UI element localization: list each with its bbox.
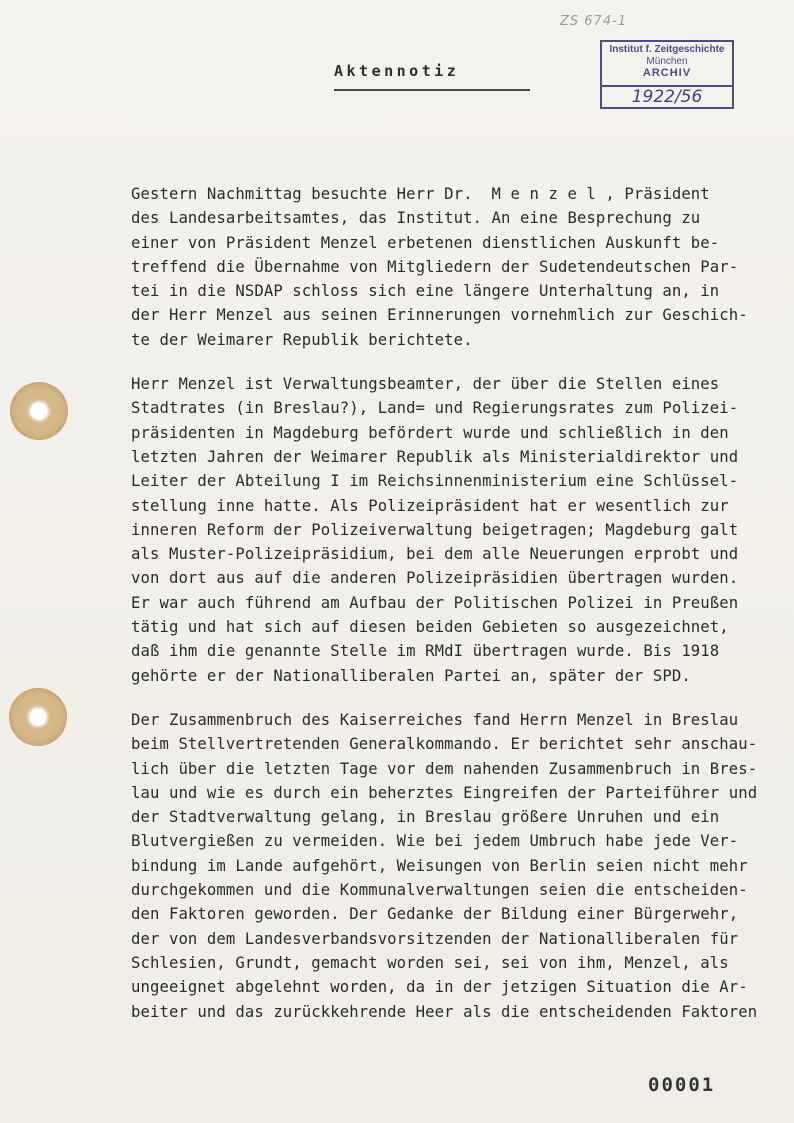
text-line: Er war auch führend am Aufbau der Politischen Polizei in Preußen bbox=[131, 593, 739, 612]
text-line: treffend die Übernahme von Mitgliedern der Sudetendeutschen Par- bbox=[131, 257, 739, 276]
text-line: lau und wie es durch ein beherztes Eingreifen der Parteiführer und bbox=[131, 783, 758, 802]
text-line: tätig und hat sich auf diesen beiden Gebieten so ausgezeichnet, bbox=[131, 618, 729, 637]
text-line: beim Stellvertretenden Generalkommando. Er berichtet sehr anschau- bbox=[131, 735, 758, 754]
text-line: den Faktoren geworden. Der Gedanke der Bildung einer Bürgerwehr, bbox=[131, 905, 739, 924]
document-title: Aktennotiz bbox=[334, 62, 460, 80]
text-line: einer von Präsident Menzel erbetenen dienstlichen Auskunft be- bbox=[131, 233, 720, 252]
handwritten-reference: ZS 674-1 bbox=[560, 14, 628, 29]
text-line: durchgekommen und die Kommunalverwaltungen seien die entscheiden- bbox=[131, 881, 748, 900]
page-number: 00001 bbox=[648, 1074, 716, 1096]
text-line: Herr Menzel ist Verwaltungsbeamter, der über die Stellen eines bbox=[131, 375, 720, 394]
text-line: der Stadtverwaltung gelang, in Breslau größere Unruhen und ein bbox=[131, 808, 720, 827]
text-line: Schlesien, Grundt, gemacht worden sei, sei von ihm, Menzel, als bbox=[131, 953, 729, 972]
text-line: der Herr Menzel aus seinen Erinnerungen vornehmlich zur Geschich- bbox=[131, 306, 748, 325]
document-body bbox=[131, 182, 781, 1044]
punch-hole-top bbox=[10, 382, 68, 440]
stamp-number: 1922/56 bbox=[600, 85, 734, 109]
text-line: letzten Jahren der Weimarer Republik als Ministerialdirektor und bbox=[131, 447, 739, 466]
text-line: präsidenten in Magdeburg befördert wurde und schließlich in den bbox=[131, 423, 729, 442]
stamp-city: München bbox=[646, 56, 688, 67]
text-line: Der Zusammenbruch des Kaiserreiches fand Herrn Menzel in Breslau bbox=[131, 710, 739, 729]
text-line: von dort aus auf die anderen Polizeipräsidien übertragen wurden. bbox=[131, 569, 739, 588]
paragraph bbox=[131, 372, 781, 688]
stamp-institute: Institut f. Zeitgeschichte bbox=[609, 44, 725, 55]
text-line: lich über die letzten Tage vor dem nahenden Zusammenbruch in Bres- bbox=[131, 759, 758, 778]
text-line: als Muster-Polizeipräsidium, bei dem alle Neuerungen erprobt und bbox=[131, 545, 739, 564]
text-line: inneren Reform der Polizeiverwaltung beigetragen; Magdeburg galt bbox=[131, 520, 739, 539]
text-line: Stadtrates (in Breslau?), Land= und Regierungsrates zum Polizei- bbox=[131, 399, 739, 418]
paragraph bbox=[131, 708, 781, 1024]
text-line: te der Weimarer Republik berichtete. bbox=[131, 330, 473, 349]
stamp-archive: ARCHIV bbox=[642, 67, 692, 79]
text-line: tei in die NSDAP schloss sich eine längere Unterhaltung an, in bbox=[131, 282, 720, 301]
text-line: stellung inne hatte. Als Polizeipräsident hat er wesentlich zur bbox=[131, 496, 729, 515]
text-line: der von dem Landesverbandsvorsitzenden der Nationalliberalen für bbox=[131, 929, 739, 948]
text-line: Gestern Nachmittag besuchte Herr Dr. M e n z e l , Präsident bbox=[131, 185, 710, 203]
text-line: daß ihm die genannte Stelle im RMdI übertragen wurde. Bis 1918 bbox=[131, 642, 720, 661]
punch-hole-bottom bbox=[9, 688, 67, 746]
text-line: beiter und das zurückkehrende Heer als die entscheidenden Faktoren bbox=[131, 1002, 758, 1021]
text-line: ungeeignet abgelehnt worden, da in der jetzigen Situation die Ar- bbox=[131, 978, 748, 997]
text-line: des Landesarbeitsamtes, das Institut. An eine Besprechung zu bbox=[131, 209, 701, 228]
archive-stamp bbox=[600, 40, 734, 109]
text-line: Leiter der Abteilung I im Reichsinnenministerium eine Schlüssel- bbox=[131, 472, 739, 491]
paragraph bbox=[131, 182, 781, 352]
text-line: gehörte er der Nationalliberalen Partei an, später der SPD. bbox=[131, 666, 691, 685]
text-line: Blutvergießen zu vermeiden. Wie bei jedem Umbruch habe jede Ver- bbox=[131, 832, 739, 851]
title-underline bbox=[334, 89, 530, 91]
text-line: bindung im Lande aufgehört, Weisungen von Berlin seien nicht mehr bbox=[131, 856, 748, 875]
